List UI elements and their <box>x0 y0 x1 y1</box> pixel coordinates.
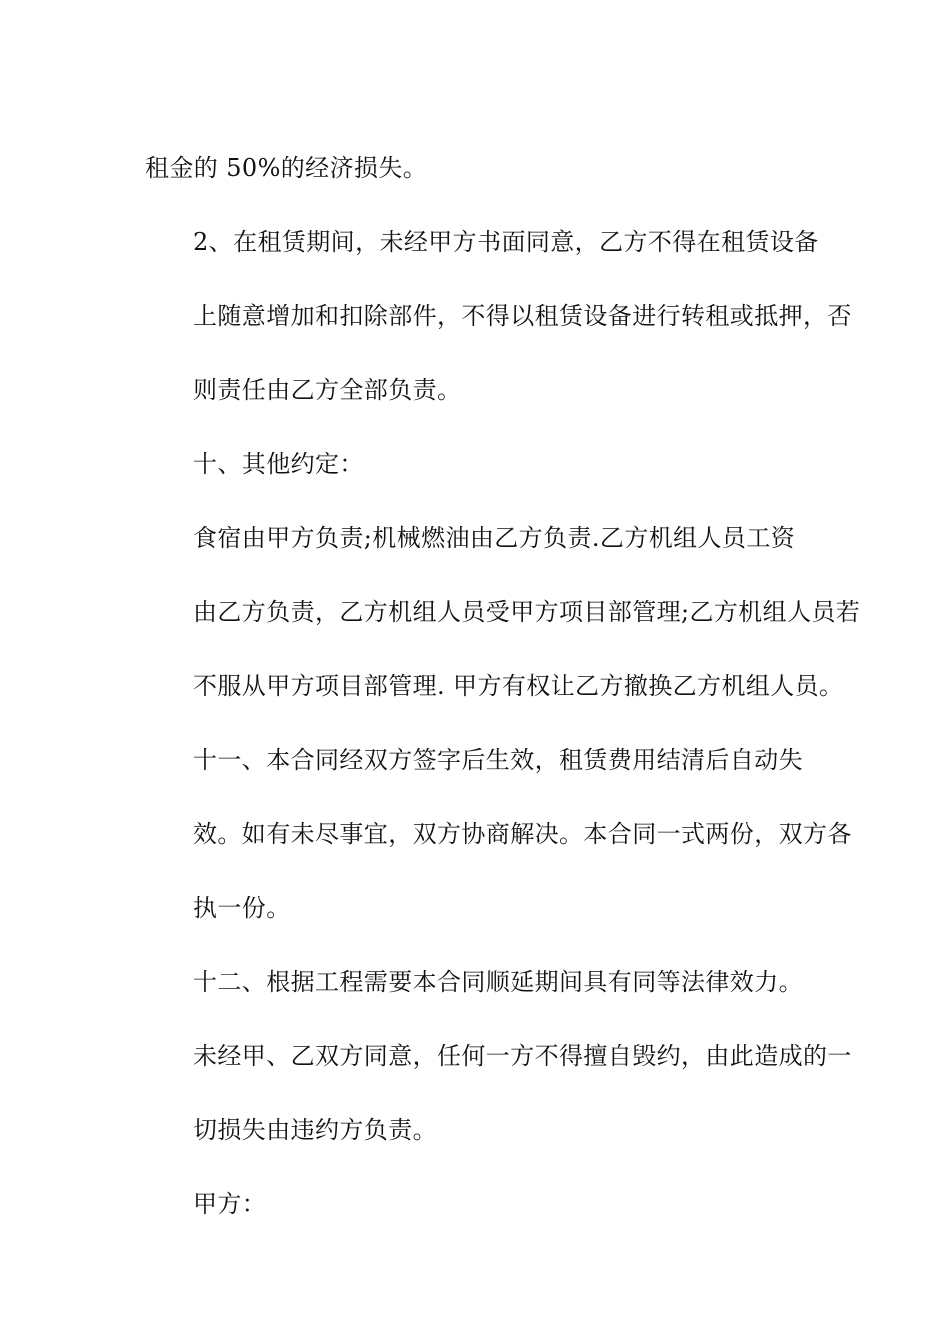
paragraph-loss-clause-end <box>145 131 810 205</box>
text-line: 食宿由甲方负责;机械燃油由乙方负责.乙方机组人员工资 <box>193 524 796 552</box>
text-line: 则责任由乙方全部负责。 <box>193 376 462 404</box>
paragraph-clause-12 <box>145 945 852 1167</box>
text-line: 十二、根据工程需要本合同顺延期间具有同等法律效力。 <box>193 968 803 996</box>
text-line: 十、其他约定： <box>193 450 364 478</box>
paragraph-other-agreements <box>145 501 861 723</box>
paragraph-clause-2 <box>145 205 852 427</box>
text-line: 效。如有未尽事宜，双方协商解决。本合同一式两份，双方各 <box>193 820 852 848</box>
text-line: 租金的 50%的经济损失。 <box>145 154 428 182</box>
text-line: 2、在租赁期间，未经甲方书面同意，乙方不得在租赁设备 <box>193 228 819 256</box>
text-line: 甲方： <box>193 1190 267 1218</box>
text-line: 不服从甲方项目部管理. 甲方有权让乙方撤换乙方机组人员。 <box>193 672 844 700</box>
text-line: 切损失由违约方负责。 <box>193 1116 437 1144</box>
text-line: 执一份。 <box>193 894 291 922</box>
section-heading-10 <box>145 427 810 501</box>
party-a-signature-label <box>145 1167 810 1241</box>
text-line: 未经甲、乙双方同意，任何一方不得擅自毁约，由此造成的一 <box>193 1042 852 1070</box>
text-line: 由乙方负责，乙方机组人员受甲方项目部管理;乙方机组人员若 <box>193 598 861 626</box>
paragraph-clause-11 <box>145 723 852 945</box>
document-body <box>145 131 861 1241</box>
text-line: 上随意增加和扣除部件，不得以租赁设备进行转租或抵押，否 <box>193 302 852 330</box>
text-line: 十一、本合同经双方签字后生效，租赁费用结清后自动失 <box>193 746 803 774</box>
